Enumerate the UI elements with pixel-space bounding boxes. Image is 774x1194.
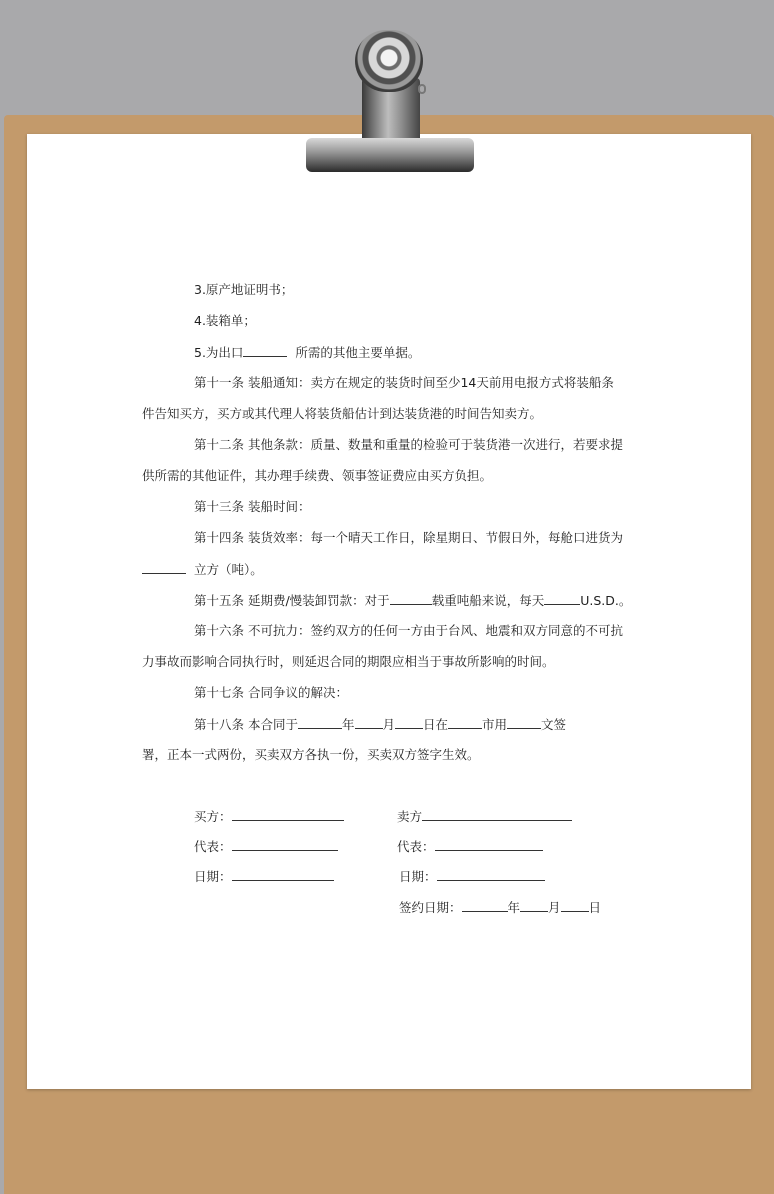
item-5-prefix: 5.为出口 [194,345,244,360]
article-12-line-2: 供所需的其他证件，其办理手续费、领事签证费应由买方负担。 [142,468,493,483]
year-label: 年 [341,717,355,732]
blank-language [507,716,541,729]
article-15-mid: 载重吨船来说，每天 [431,593,545,608]
article-11-line-2: 件告知买方，买方或其代理人将装货船估计到达装货港的时间告知卖方。 [142,406,543,421]
buyer-label: 买方： [194,809,232,824]
item-3: 3.原产地证明书； [194,282,294,297]
blank-usd [544,592,580,605]
buyer-rep-label: 代表： [194,839,232,854]
buyer-rep-line[interactable] [232,838,338,851]
article-14-unit: 立方（吨）。 [193,562,263,577]
item-5-suffix: 所需的其他主要单据。 [295,345,421,360]
article-18-line-2: 署，正本一式两份，买卖双方各执一份，买卖双方签字生效。 [142,747,480,762]
sign-date-row [399,899,601,916]
contract-paper [27,134,751,1089]
blank-month [355,716,383,729]
month-label: 月 [382,717,396,732]
seller-label: 卖方 [397,809,423,824]
article-13: 第十三条 装船时间： [194,499,311,514]
item-5 [194,344,664,361]
article-15-prefix: 第十五条 延期费/慢装卸罚款：对于 [194,593,390,608]
blank-day [395,716,423,729]
buyer-rep-row [194,838,338,855]
article-15 [194,592,664,609]
article-15-suffix: U.S.D.。 [580,593,632,608]
sign-year-label: 年 [507,900,521,915]
article-18-prefix: 第十八条 本合同于 [194,717,298,732]
day-label: 日在 [423,717,449,732]
clip-base [306,138,474,172]
seller-rep-line[interactable] [435,838,543,851]
buyer-date-label: 日期： [194,869,232,884]
article-14-line-1: 第十四条 装货效率：每一个晴天工作日，除星期日、节假日外，每舱口进货为 [194,530,623,545]
sign-month-line[interactable] [520,899,548,912]
article-14-line-2 [142,561,612,578]
clip-hinge [418,84,426,94]
article-18-line-1 [194,716,664,733]
item-4: 4.装箱单； [194,313,256,328]
blank-loading-rate [142,561,186,574]
buyer-date-line[interactable] [232,868,334,881]
buyer-row [194,808,344,825]
blank-city [448,716,482,729]
clip-ring-icon [355,30,423,92]
language-label: 文签 [541,717,567,732]
buyer-signature-line[interactable] [232,808,344,821]
seller-date-label: 日期： [399,869,437,884]
sign-day-label: 日 [588,900,602,915]
blank-export-country [243,344,287,357]
article-16-line-2: 力事故而影响合同执行时，则延迟合同的期限应相当于事故所影响的时间。 [142,654,555,669]
seller-date-row [399,868,545,885]
seller-rep-row [397,838,543,855]
sign-year-line[interactable] [462,899,508,912]
article-17: 第十七条 合同争议的解决： [194,685,348,700]
article-11-line-1: 第十一条 装船通知：卖方在规定的装货时间至少14天前用电报方式将装船条 [194,375,614,390]
sign-date-label: 签约日期： [399,900,462,915]
sign-day-line[interactable] [561,899,589,912]
blank-dwt [390,592,432,605]
seller-rep-label: 代表： [397,839,435,854]
city-label: 市用 [482,717,508,732]
seller-date-line[interactable] [437,868,545,881]
article-12-line-1: 第十二条 其他条款：质量、数量和重量的检验可于装货港一次进行，若要求提 [194,437,623,452]
buyer-date-row [194,868,334,885]
sign-month-label: 月 [548,900,561,915]
seller-row [397,808,572,825]
blank-year [298,716,342,729]
seller-signature-line[interactable] [422,808,572,821]
article-16-line-1: 第十六条 不可抗力：签约双方的任何一方由于台风、地震和双方同意的不可抗 [194,623,623,638]
